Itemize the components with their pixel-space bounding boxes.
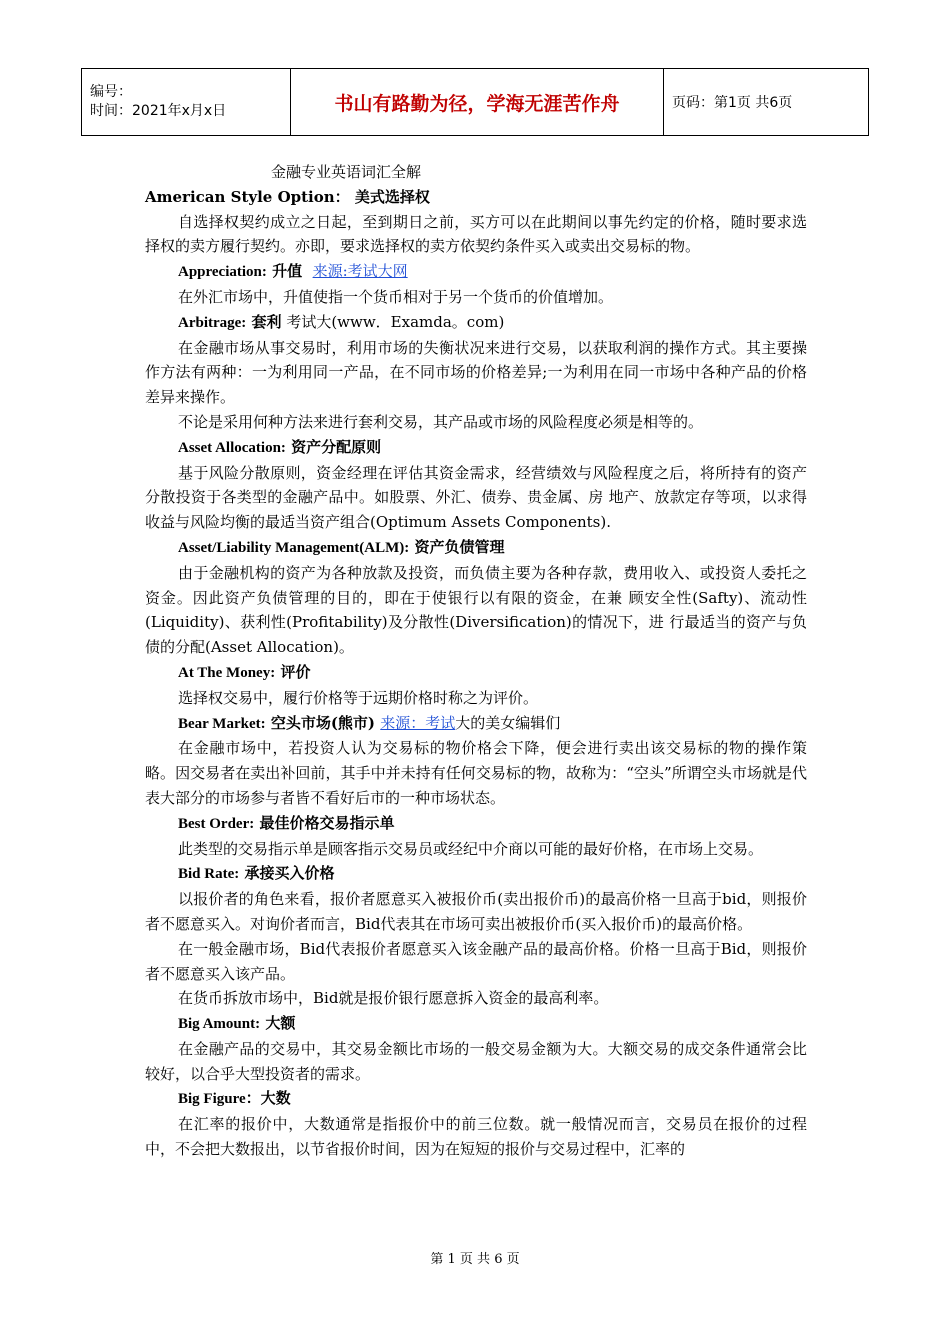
entry-term: Bear Market: xyxy=(178,715,266,732)
document-body xyxy=(145,160,807,1162)
entry-term: At The Money: xyxy=(178,664,276,681)
entry-heading xyxy=(145,259,807,285)
entry-term: Asset/Liability Management(ALM): xyxy=(178,539,410,556)
entry-paragraph: 在金融产品的交易中，其交易金额比市场的一般交易金额为大。大额交易的成交条件通常会比较好，以合乎大型投资者的需求。 xyxy=(145,1039,807,1083)
entry-term: Best Order: xyxy=(178,815,255,832)
entry-paragraph: 不论是采用何种方法来进行套利交易，其产品或市场的风险程度必须是相等的。 xyxy=(178,412,704,431)
entry-term: Appreciation: xyxy=(178,264,267,281)
header-table xyxy=(81,68,869,136)
entry-term: American Style Option： xyxy=(145,187,350,206)
entry-heading xyxy=(145,1086,807,1112)
page-footer: 第 1 页 共 6 页 xyxy=(430,1252,520,1267)
entry-cn: 资产分配原则 xyxy=(285,437,382,456)
entry-paragraph: 由于金融机构的资产为各种放款及投资，而负债主要为各种存款，费用收入、或投资人委托之资金。因此资产负债管理的目的，即在于使银行以有限的资金，在兼 顾安全性(Safty)、流动性(Liquidity)、获利性(Profitability)及分散性(Diversification)的情况下，进 行最适当的资产与负债的分配(Asset Allocation)。 xyxy=(145,563,807,657)
entry-paragraph: 在金融市场从事交易时，利用市场的失衡状况来进行交易，以获取利润的操作方式。其主要操作方法有两种：一为利用同一产品，在不同市场的价格差异;一为利用在同一市场中各种产品的价格差异来操作。 xyxy=(145,338,807,407)
document-title: 金融专业英语词汇全解 xyxy=(271,163,422,181)
header-meta xyxy=(82,69,291,136)
entry-term: Big Figure： xyxy=(178,1091,261,1108)
entry-cn: 大额 xyxy=(260,1014,296,1033)
entry-cn: 套利 xyxy=(246,312,282,331)
entry-paragraph: 在一般金融市场，Bid代表报价者愿意买入该金融产品的最高价格。价格一旦高于Bid，则报价者不愿意买入该产品。 xyxy=(145,939,807,983)
entry-paragraph: 在汇率的报价中，大数通常是指报价中的前三位数。就一般情况而言，交易员在报价的过程中，不会把大数报出，以节省报价时间，因为在短短的报价与交易过程中，汇率的 xyxy=(145,1115,807,1159)
entry-cn: 大数 xyxy=(260,1089,291,1108)
entry-term: Arbitrage: xyxy=(178,314,247,331)
entry-heading xyxy=(145,310,807,336)
source-link[interactable]: 来源：考试 xyxy=(380,713,456,732)
entry-heading xyxy=(145,660,807,686)
entry-paragraph: 选择权交易中，履行价格等于远期价格时称之为评价。 xyxy=(178,688,539,707)
header-page-label: 页码：第1页 共6页 xyxy=(664,69,869,136)
source-link[interactable]: 来源:考试大网 xyxy=(312,262,408,281)
entry-cn: 资产负债管理 xyxy=(409,537,505,556)
entry-heading xyxy=(145,811,807,837)
entry-term: Big Amount: xyxy=(178,1016,261,1033)
entry-cn: 空头市场(熊市) xyxy=(265,713,376,732)
entry-note: 大的美女编辑们 xyxy=(455,713,561,732)
entry-heading xyxy=(145,861,807,887)
entry-heading xyxy=(145,185,807,210)
entry-cn: 升值 xyxy=(266,262,303,281)
number-label: 编号： xyxy=(90,84,132,100)
entry-paragraph: 在外汇市场中，升值使指一个货币相对于另一个货币的价值增加。 xyxy=(178,287,614,306)
entry-paragraph: 在货币拆放市场中，Bid就是报价银行愿意拆入资金的最高利率。 xyxy=(178,989,609,1008)
entry-heading xyxy=(145,535,807,561)
entry-cn: 承接买入价格 xyxy=(239,864,335,883)
entry-term: Bid Rate: xyxy=(178,866,240,883)
header-motto: 书山有路勤为径，学海无涯苦作舟 xyxy=(291,69,664,136)
entry-cn: 美式选择权 xyxy=(349,187,430,206)
entry-paragraph: 以报价者的角色来看，报价者愿意买入被报价币(卖出报价币)的最高价格一旦高于bid，则报价者不愿意买入。对询价者而言，Bid代表其在市场可卖出被报价币(买入报价币)的最高价格。 xyxy=(145,890,807,933)
entry-paragraph: 此类型的交易指示单是顾客指示交易员或经纪中介商以可能的最好价格，在市场上交易。 xyxy=(178,839,764,858)
entry-paragraph: 在金融市场中，若投资人认为交易标的物价格会下降，便会进行卖出该交易标的物的操作策略。因交易者在卖出补回前，其手中并未持有任何交易标的物，故称为：“空头”所谓空头市场就是代表大部分的市场参与者皆不看好后市的一种市场状态。 xyxy=(145,739,807,807)
entry-heading xyxy=(145,1011,807,1037)
entry-heading xyxy=(145,435,807,461)
entry-heading xyxy=(145,711,807,737)
entry-term: Asset Allocation: xyxy=(178,439,286,456)
entry-cn: 最佳价格交易指示单 xyxy=(254,813,395,832)
entry-paragraph: 基于风险分散原则，资金经理在评估其资金需求，经营绩效与风险程度之后，将所持有的资产分散投资于各类型的金融产品中。如股票、外汇、债券、贵金属、房 地产、放款定存等项，以求得收益与风险均衡的最适当资产组合(Optimum Assets Components). xyxy=(145,463,807,532)
entry-paragraph: 自选择权契约成立之日起，至到期日之前，买方可以在此期间以事先约定的价格，随时要求选择权的卖方履行契约。亦即，要求选择权的卖方依契约条件买入或卖出交易标的物。 xyxy=(145,212,807,256)
time-label: 时间：2021年x月x日 xyxy=(90,103,227,119)
entry-cn: 评价 xyxy=(275,662,311,681)
entry-note: 考试大(www．Examda。com) xyxy=(281,312,505,331)
